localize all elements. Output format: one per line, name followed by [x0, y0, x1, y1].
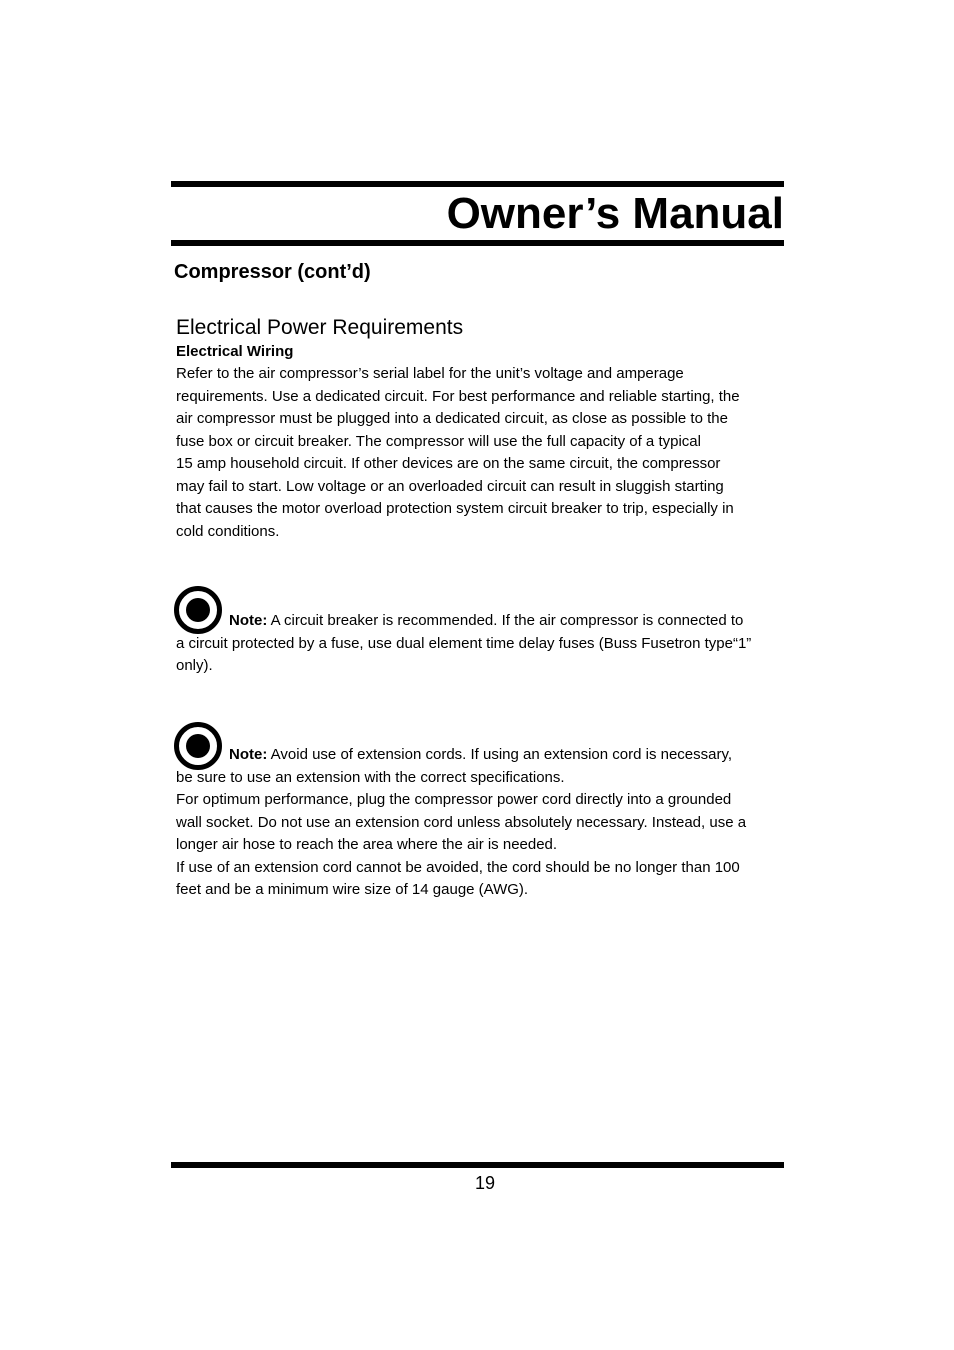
wiring-line: Refer to the air compressor’s serial label for the unit’s voltage and amperage [176, 365, 684, 382]
section-heading: Compressor (cont’d) [174, 261, 371, 283]
note-line: If use of an extension cord cannot be avoided, the cord should be no longer than 100 [176, 858, 740, 876]
note-first-line [176, 610, 790, 633]
note-line: wall socket. Do not use an extension cord unless absolutely necessary. Instead, use a [176, 813, 747, 831]
note-line: For optimum performance, plug the compressor power cord directly into a grounded [176, 791, 732, 808]
header-bottom-rule [171, 240, 784, 246]
footer-rule [171, 1162, 784, 1168]
page-number: 19 [474, 1173, 496, 1193]
wiring-line: may fail to start. Low voltage or an overloaded circuit can result in sluggish starting [176, 477, 724, 495]
note-line: feet and be a minimum wire size of 14 gauge (AWG). [176, 881, 529, 898]
wiring-line: 15 amp household circuit. If other devices are on the same circuit, the compressor [176, 455, 721, 472]
wiring-line: fuse box or circuit breaker. The compressor will use the full capacity of a typical [176, 432, 701, 450]
header-top-rule [171, 181, 784, 187]
note-line: a circuit protected by a fuse, use dual element time delay fuses (Buss Fusetron type“1” [176, 634, 752, 652]
note-text: Avoid use of extension cords. If using an extension cord is necessary, [267, 746, 733, 763]
note-extension-cords [176, 744, 790, 902]
sub-heading: Electrical Power Requirements [176, 316, 464, 339]
note-first-line [176, 744, 790, 767]
note-label: Note: [229, 746, 268, 763]
wiring-line: air compressor must be plugged into a dedicated circuit, as close as possible to the [176, 410, 728, 427]
wiring-line: requirements. Use a dedicated circuit. For best performance and reliable starting, the [176, 387, 740, 405]
note-line: be sure to use an extension with the correct specifications. [176, 768, 565, 786]
note-text: A circuit breaker is recommended. If the air compressor is connected to [267, 612, 744, 629]
note-line: longer air hose to reach the area where the air is needed. [176, 836, 558, 853]
note-line: only). [176, 657, 213, 674]
page-title: Owner’s Manual [446, 189, 784, 238]
wiring-paragraph [176, 363, 790, 543]
wiring-line: cold conditions. [176, 522, 280, 540]
note-circuit-breaker [176, 610, 790, 678]
wiring-line: that causes the motor overload protection system circuit breaker to trip, especially in [176, 500, 734, 517]
wiring-heading: Electrical Wiring [176, 343, 294, 360]
note-label: Note: [229, 612, 268, 629]
